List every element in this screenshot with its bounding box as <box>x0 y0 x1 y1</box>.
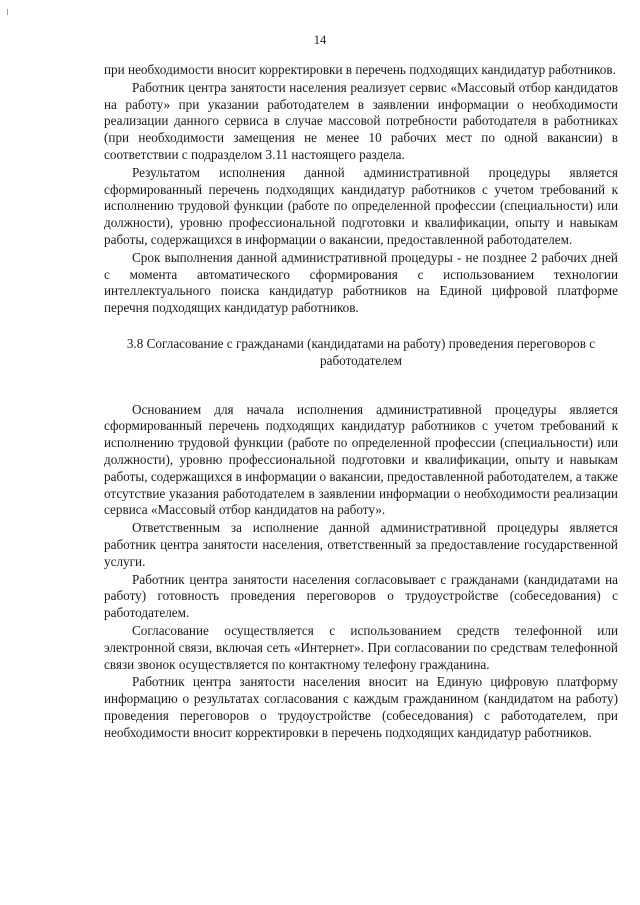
paragraph: Основанием для начала исполнения административной процедуры является сформированный перечень подходящих кандидатур работников с учетом требований к исполнению трудовой функции (работе по определенной профессии (специальности) или должности), уровню профессиональной подготовки и квалификации, опыту и навыкам работы, содержащихся в информации о вакансии, предоставленной работодателем, а также отсутствие указания работодателем в заявлении информации о необходимости реализации сервиса «Массовый отбор кандидатов на работу». <box>104 401 618 518</box>
paragraph: Работник центра занятости населения реализует сервис «Массовый отбор кандидатов на работу» при указании работодателем в заявлении информации о необходимости реализации данного сервиса в случае массовой потребности работодателя в работниках (при необходимости замещения не менее 10 рабочих мест по одной вакансии) в соответствии с подразделом 3.11 настоящего раздела. <box>104 79 618 162</box>
section-heading: 3.8 Согласование с гражданами (кандидатами на работу) проведения переговоров с работодателем <box>126 335 596 368</box>
document-body <box>104 62 618 741</box>
paragraph: Работник центра занятости населения согласовывает с гражданами (кандидатами на работу) готовность проведения переговоров о трудоустройстве (собеседования) с работодателем. <box>104 571 618 621</box>
paragraph: Работник центра занятости населения вносит на Единую цифровую платформу информацию о результатах согласования с каждым гражданином (кандидатом на работу) проведения переговоров о трудоустройстве (собеседования) с работодателем, при необходимости вносит корректировки в перечень подходящих кандидатур работников. <box>104 674 618 740</box>
paragraph: Результатом исполнения данной административной процедуры является сформированный перечень подходящих кандидатур работников с учетом требований к исполнению трудовой функции (работе по определенной профессии (специальности) или должности), уровню профессиональной подготовки и квалификации, опыту и навыкам работы, содержащихся в информации о вакансии, предоставленной работодателем. <box>104 164 618 247</box>
paragraph: Срок выполнения данной административной процедуры - не позднее 2 рабочих дней с момента автоматического сформирования с использованием технологии интеллектуального поиска кандидатур работников на Единой цифровой платформе перечня подходящих кандидатур работников. <box>104 249 618 316</box>
paragraph-continuation: при необходимости вносит корректировки в перечень подходящих кандидатур работников. <box>104 62 616 77</box>
paragraph: Согласование осуществляется с использованием средств телефонной или электронной связи, включая сеть «Интернет». При согласовании по средствам телефонной связи звонок осуществляется по контактному телефону гражданина. <box>104 622 618 672</box>
paragraph: Ответственным за исполнение данной административной процедуры является работник центра занятости населения, ответственный за предоставление государственной услуги. <box>104 520 618 569</box>
scan-mark <box>7 9 8 15</box>
page-number: 14 <box>313 33 327 47</box>
